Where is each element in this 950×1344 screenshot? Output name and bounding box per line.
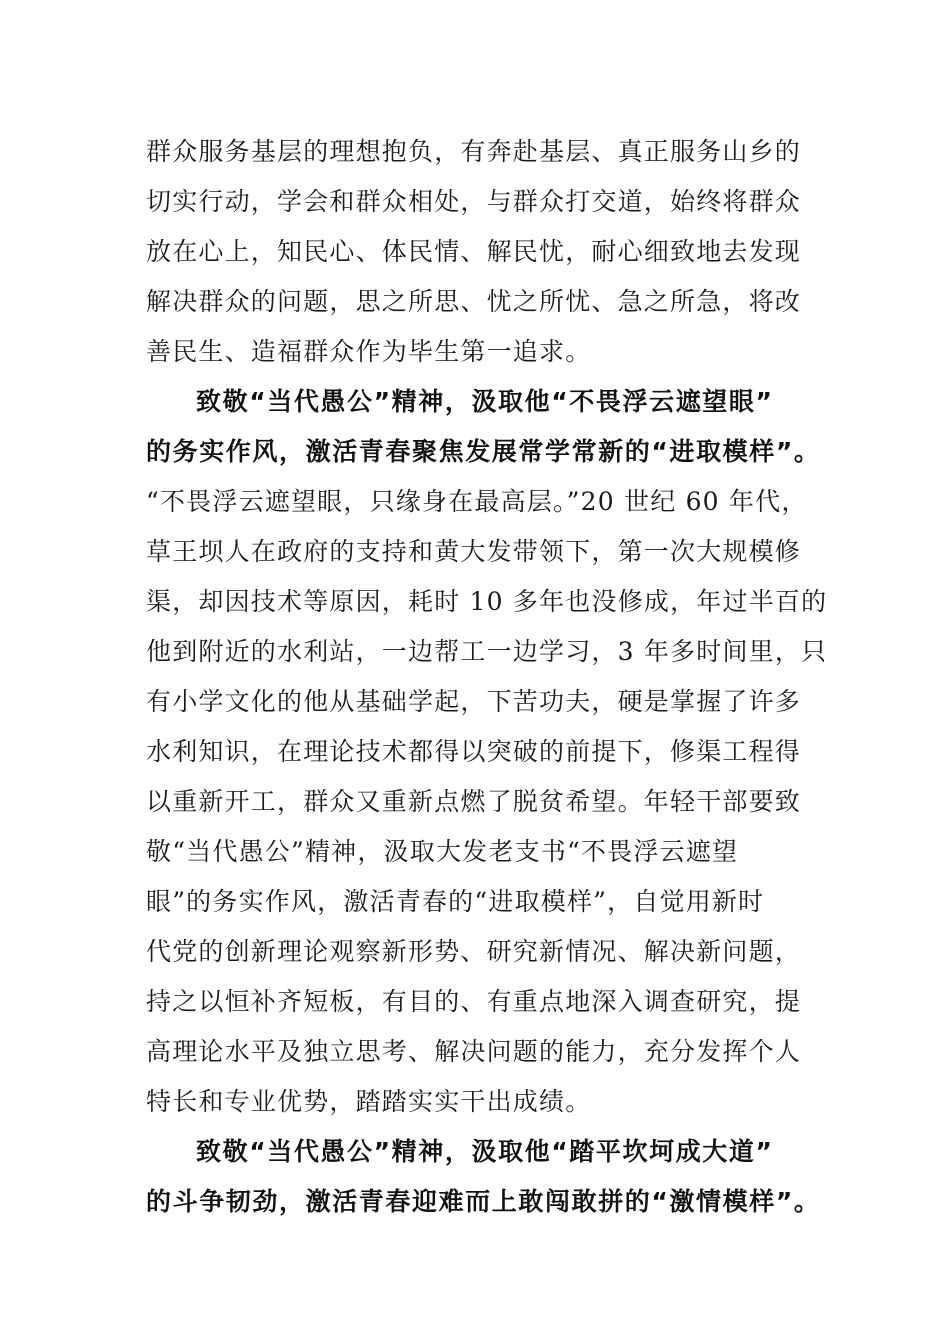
body-text-line: 他到附近的水利站，一边帮工一边学习，3 年多时间里，只 bbox=[146, 637, 828, 666]
body-text-line: 善民生、造福群众作为毕生第一追求。 bbox=[146, 337, 592, 366]
body-text-line: 放在心上，知民心、体民情、解民忧，耐心细致地去发现 bbox=[146, 237, 802, 266]
body-text-line: 代党的创新理论观察新形势、研究新情况、解决新问题， bbox=[146, 937, 802, 966]
body-text-line: 水利知识，在理论技术都得以突破的前提下，修渠工程得 bbox=[146, 737, 802, 766]
body-text-line: 持之以恒补齐短板，有目的、有重点地深入调查研究，提 bbox=[146, 987, 802, 1016]
body-text-line: 群众服务基层的理想抱负，有奔赴基层、真正服务山乡的 bbox=[146, 137, 802, 166]
body-text-line: 敬“当代愚公”精神，汲取大发老支书“不畏浮云遮望 bbox=[146, 837, 739, 866]
body-text-line: 高理论水平及独立思考、解决问题的能力，充分发挥个人 bbox=[146, 1037, 802, 1066]
body-text-line: 切实行动，学会和群众相处，与群众打交道，始终将群众 bbox=[146, 187, 802, 216]
section-heading-line: 致敬“当代愚公”精神，汲取他“不畏浮云遮望眼” bbox=[196, 387, 774, 416]
body-text-line: 眼”的务实作风，激活青春的“进取模样”，自觉用新时 bbox=[146, 887, 765, 916]
section-heading-line: 的务实作风，激活青春聚焦发展常学常新的“进取模样”。 bbox=[146, 437, 821, 466]
section-heading-line: 的斗争韧劲，激活青春迎难而上敢闯敢拼的“激情模样”。 bbox=[146, 1187, 821, 1216]
body-text-line: “不畏浮云遮望眼，只缘身在最高层。”20 世纪 60 年代， bbox=[146, 487, 808, 516]
body-text-line: 有小学文化的他从基础学起，下苦功夫，硬是掌握了许多 bbox=[146, 687, 802, 716]
body-text-line: 草王坝人在政府的支持和黄大发带领下，第一次大规模修 bbox=[146, 537, 802, 566]
body-text-line: 解决群众的问题，思之所思、忧之所忧、急之所急，将改 bbox=[146, 287, 802, 316]
section-heading-line: 致敬“当代愚公”精神，汲取他“踏平坎坷成大道” bbox=[196, 1137, 774, 1166]
body-text-line: 渠，却因技术等原因，耗时 10 多年也没修成，年过半百的 bbox=[146, 587, 828, 616]
body-text-line: 以重新开工，群众又重新点燃了脱贫希望。年轻干部要致 bbox=[146, 787, 802, 816]
body-text-line: 特长和专业优势，踏踏实实干出成绩。 bbox=[146, 1087, 592, 1116]
